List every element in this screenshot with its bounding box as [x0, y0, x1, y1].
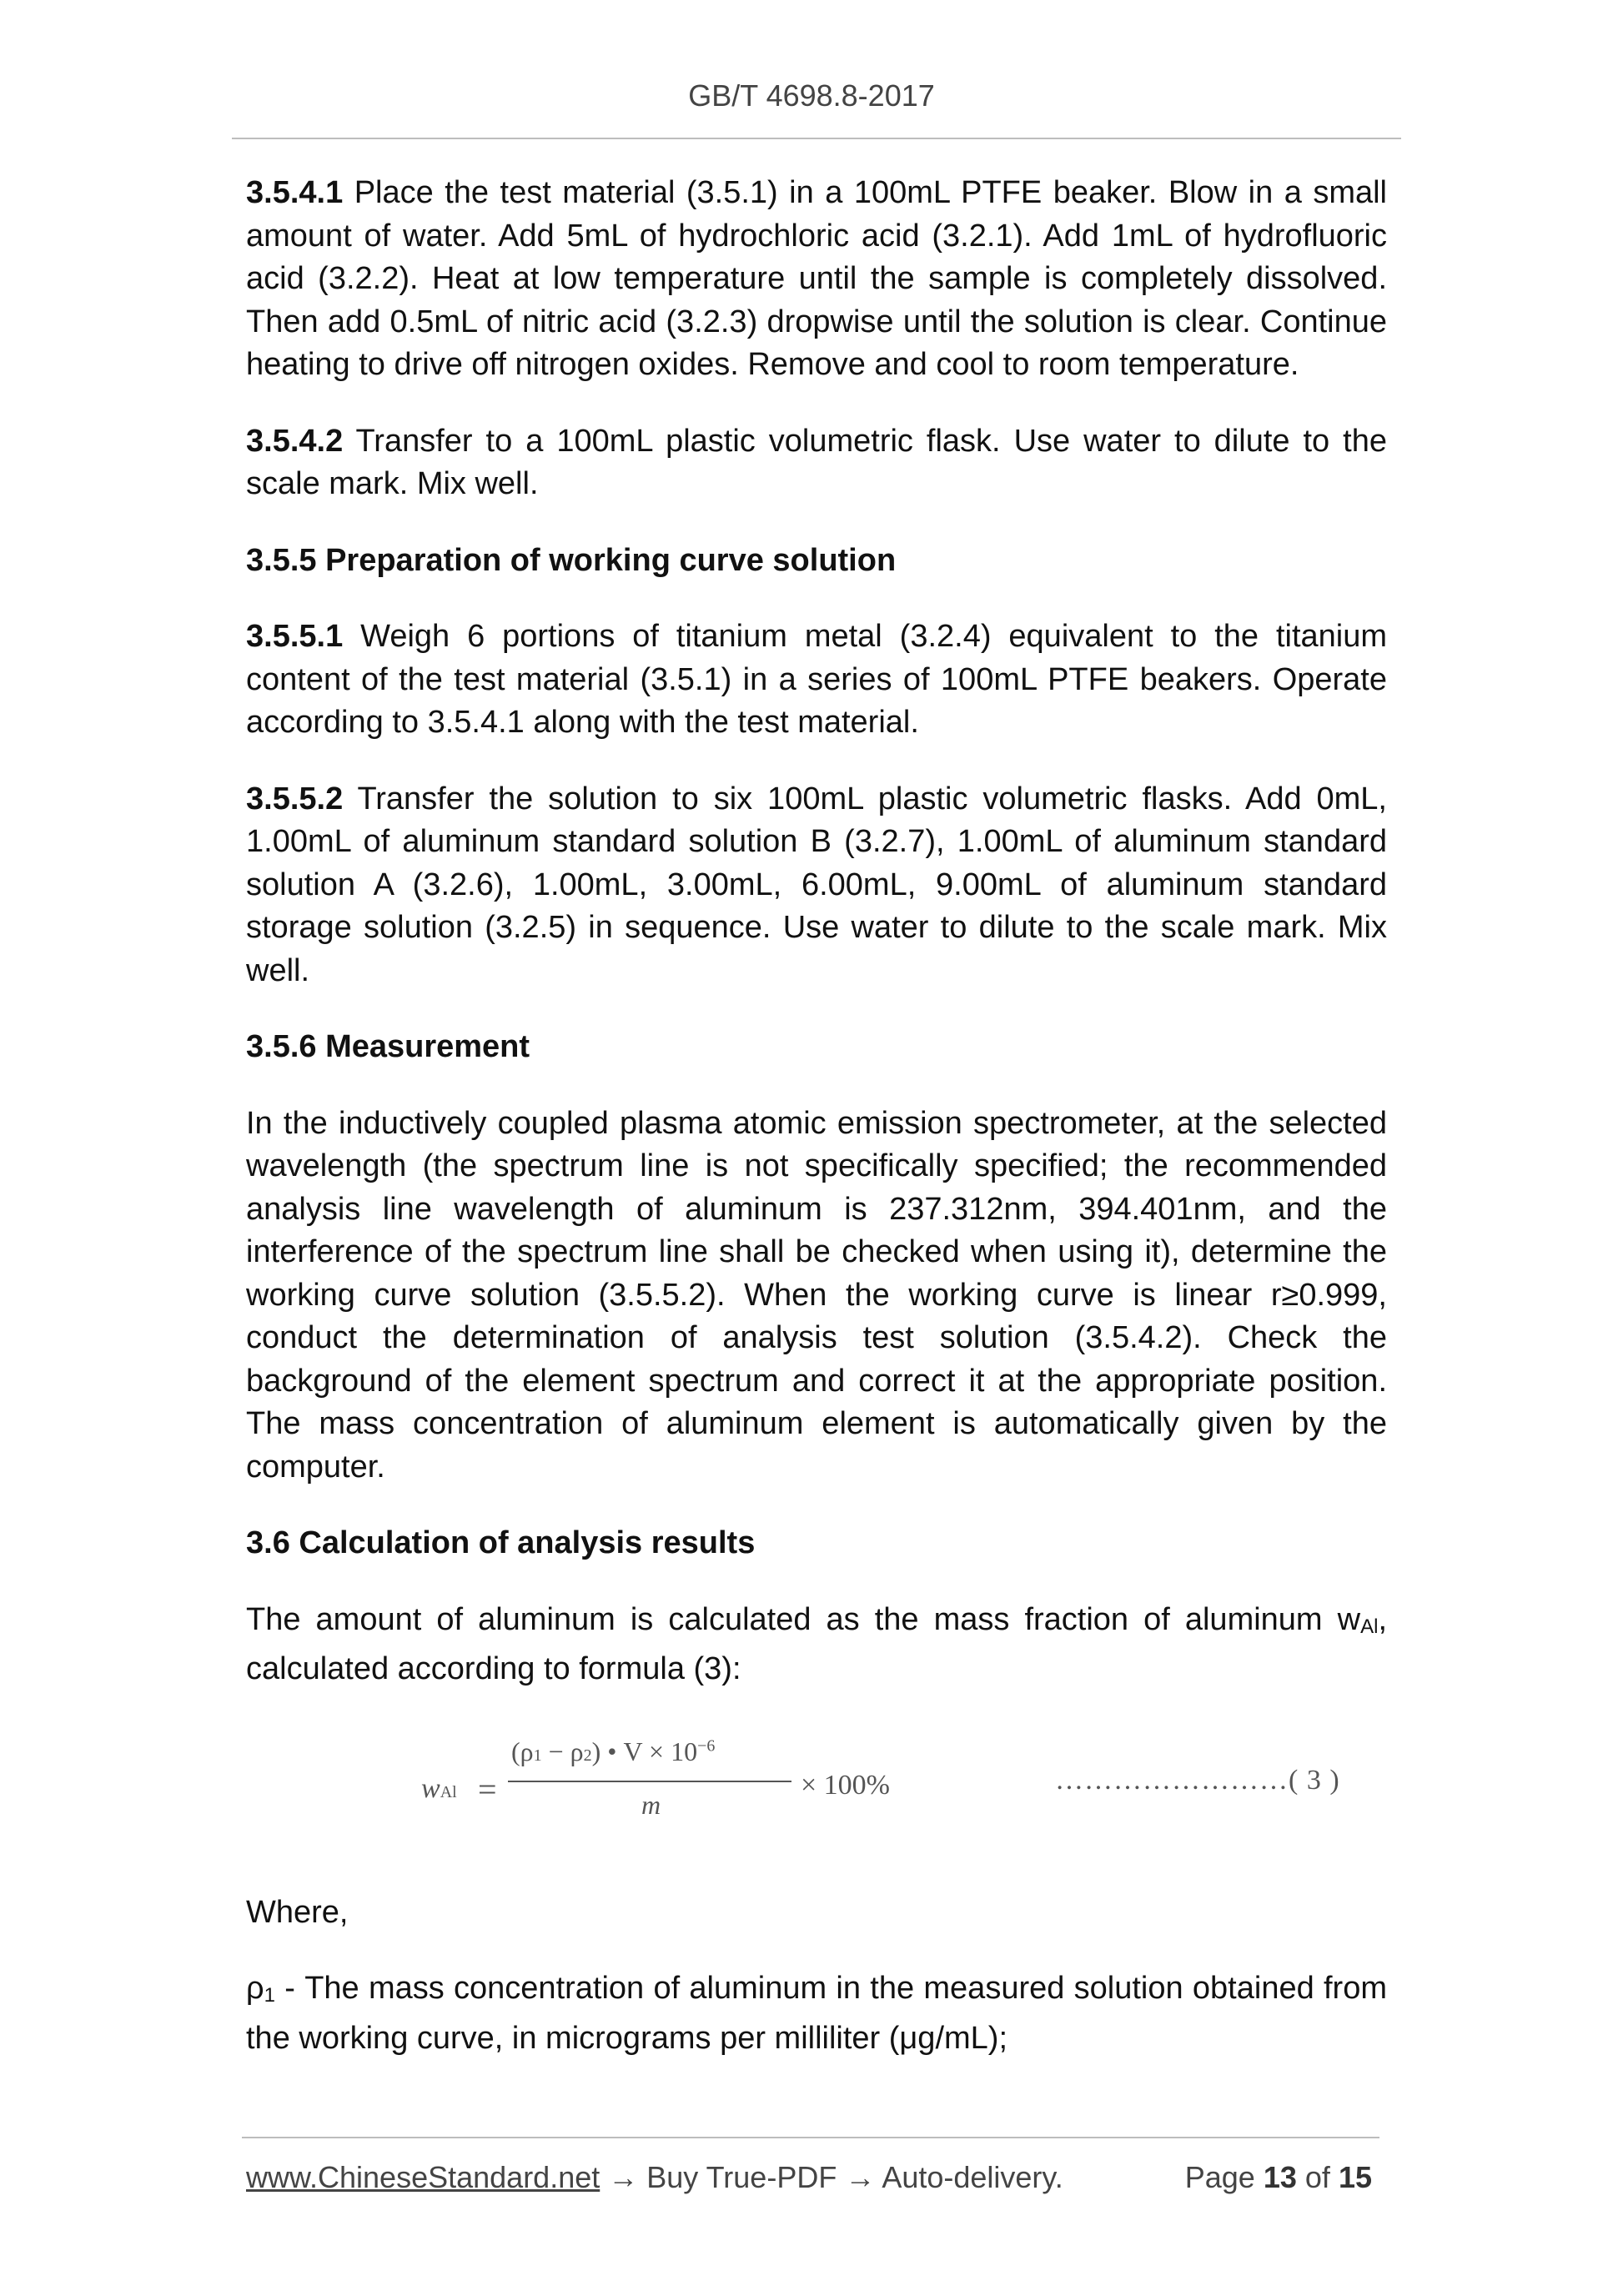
intro-text-end: , calculated according to formula (3):	[246, 1601, 1387, 1686]
clause-3-5-4-2	[246, 420, 1387, 506]
rho-subscript: 1	[264, 1984, 275, 2007]
rho1-definition	[246, 1967, 1387, 2060]
clause-3-5-4-1	[246, 172, 1387, 387]
clause-text: Transfer to a 100mL plastic volumetric flask. Use water to dilute to the scale mark. Mix well.	[246, 423, 1387, 501]
clause-text: Transfer the solution to six 100mL plastic volumetric flasks. Add 0mL, 1.00mL of aluminum standard solution B (3.2.7), 1.00mL of aluminum standard solution A (3.2.6), 1.00mL, 3.00mL, 6.00mL, 9.00mL of aluminum standard storage solution (3.2.5) in sequence. Use water to dilute to the scale mark. Mix well.	[246, 781, 1387, 988]
footer-promo-text: → Buy True-PDF → Auto-delivery.	[600, 2160, 1063, 2194]
clause-text: Weigh 6 portions of titanium metal (3.2.4) equivalent to the titanium content of the test material (3.5.1) in a series of 100mL PTFE beakers. Operate according to 3.5.4.1 along with the test material.	[246, 619, 1387, 740]
chinesestandard-link[interactable]: www.ChineseStandard.net	[246, 2160, 600, 2194]
heading-3-5-6: 3.5.6 Measurement	[246, 1029, 530, 1064]
footer-divider	[242, 2137, 1379, 2138]
document-header: GB/T 4698.8-2017	[688, 78, 935, 113]
formula-denominator: m	[641, 1789, 661, 1820]
page-footer	[246, 2160, 1380, 2195]
current-page: 13	[1263, 2160, 1297, 2194]
total-pages: 15	[1338, 2160, 1372, 2194]
calculation-intro	[246, 1599, 1387, 1691]
formula-numerator: (ρ1 − ρ2) • $V \times 10^{-6}$	[511, 1736, 716, 1766]
where-label: Where,	[246, 1894, 349, 1930]
page-content	[246, 172, 1387, 2093]
clause-3-5-5-1	[246, 615, 1387, 745]
heading-3-5-5: 3.5.5 Preparation of working curve solution	[246, 542, 897, 578]
measurement-paragraph: In the inductively coupled plasma atomic emission spectrometer, at the selected wavelength (the spectrum line is not specifically specified; the recommended analysis line wavelength of aluminum is 237.312nm, 394.401nm, and the interference of the spectrum line shall be checked when using it), determine the working curve solution (3.5.5.2). When the working curve is linear r≥0.999, conduct the determination of analysis test solution (3.5.4.2). Check the background of the element spectrum and correct it at the appropriate position. The mass concentration of aluminum element is automatically given by the computer.	[246, 1105, 1387, 1485]
formula-multiplier: × 100%	[801, 1769, 890, 1801]
clause-number: 3.5.4.1	[246, 175, 344, 210]
clause-number: 3.5.5.1	[246, 619, 344, 654]
page-indicator: Page 13 of 15	[1184, 2160, 1372, 2194]
clause-text: Place the test material (3.5.1) in a 100mL PTFE beaker. Blow in a small amount of water. Add 5mL of hydrochloric acid (3.2.1). Add 1mL of hydrofluoric acid (3.2.2). Heat at low temperature until the sample is completely dissolved. Then add 0.5mL of nitric acid (3.2.3) dropwise until the solution is clear. Continue heating to drive off nitrogen oxides. Remove and cool to room temperature.	[246, 175, 1387, 382]
clause-number: 3.5.5.2	[246, 781, 344, 816]
intro-subscript: Al	[1360, 1615, 1379, 1638]
heading-3-6: 3.6 Calculation of analysis results	[246, 1525, 756, 1560]
formula-lhs: wAl	[421, 1772, 457, 1804]
clause-number: 3.5.4.2	[246, 423, 344, 459]
fraction-bar	[508, 1781, 791, 1782]
header-divider	[232, 138, 1401, 139]
clause-3-5-5-2	[246, 778, 1387, 993]
formula-equals: =	[478, 1770, 497, 1808]
intro-text: The amount of aluminum is calculated as the mass fraction of aluminum w	[246, 1601, 1361, 1637]
formula-reference-number: ……………………( 3 )	[1055, 1764, 1340, 1796]
rho-definition-text: - The mass concentration of aluminum in the measured solution obtained from the working curve, in micrograms per milliliter (μg/mL);	[246, 1971, 1387, 2056]
formula-3	[246, 1725, 1387, 1866]
rho-symbol: ρ	[246, 1971, 264, 2006]
